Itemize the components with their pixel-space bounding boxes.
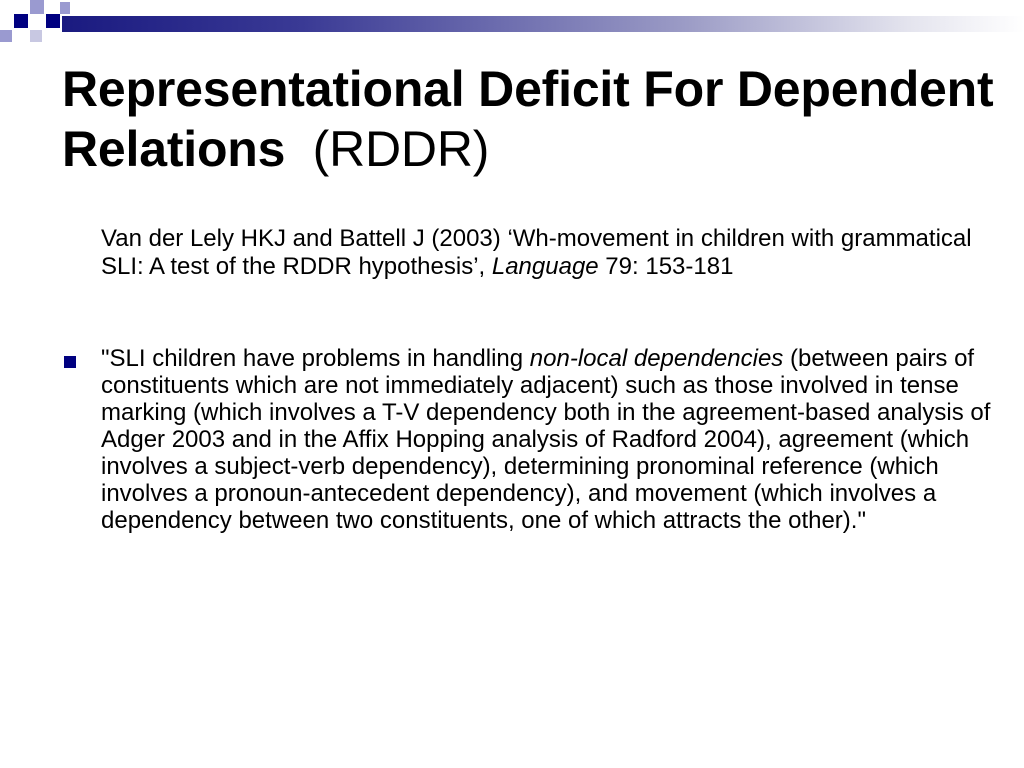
quote-start: "SLI children have problems in handling <box>101 345 530 372</box>
slide-title <box>62 59 1002 179</box>
quote-emphasis: non-local dependencies <box>529 345 784 372</box>
decor-square-1 <box>14 14 28 28</box>
header-gradient-bar <box>62 16 1024 32</box>
bullet-quote <box>101 345 991 534</box>
decor-square-3 <box>30 30 42 42</box>
title-main: Representational Deficit For Dependent Relations <box>62 61 994 177</box>
decor-square-2 <box>30 0 44 14</box>
title-suffix: (RDDR) <box>312 121 490 177</box>
citation-text: Van der Lely HKJ and Battell J (2003) ‘Wh-movement in children with grammatical SLI: A test of the RDDR hypothesis’, <box>101 225 972 280</box>
citation-journal: Language <box>491 253 599 280</box>
citation-reference <box>101 225 991 281</box>
decor-square-5 <box>60 2 70 14</box>
square-bullet-icon <box>64 356 76 368</box>
citation-volume: 79: 153-181 <box>598 253 734 280</box>
quote-rest: (between pairs of constituents which are not immediately adjacent) such as those involved in tense marking (which involves a T-V dependency both in the agreement-based analysis of Adger 2003 and in the Affix Hopping analysis of Radford 2004), agreement (which involves a subject-verb dependency), determining pronominal reference (which involves a pronoun-antecedent dependency), and movement (which involves a dependency between two constituents, one of which attracts the other)." <box>101 345 991 534</box>
decor-square-6 <box>0 30 12 42</box>
decor-square-4 <box>46 14 60 28</box>
header-decoration <box>0 0 1024 40</box>
